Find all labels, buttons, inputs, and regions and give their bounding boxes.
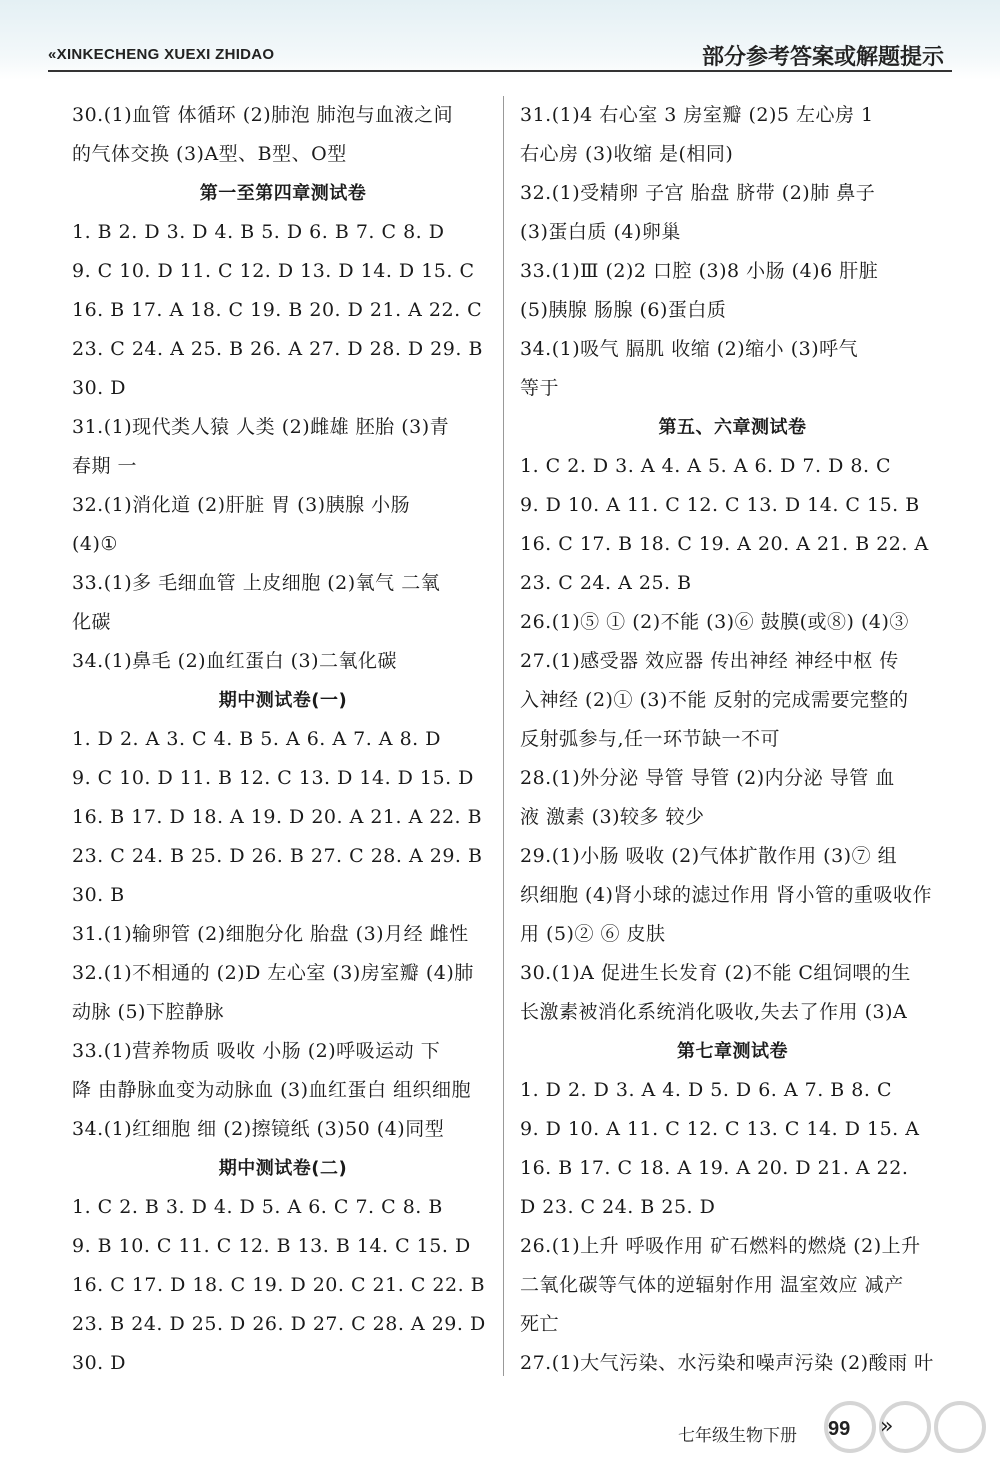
answer-line: 31.(1)现代类人猿 人类 (2)雌雄 胚胎 (3)青 [72,416,450,438]
right-column [520,96,945,1383]
answer-line: 34.(1)红细胞 细 (2)擦镜纸 (3)50 (4)同型 [72,1118,445,1140]
answer-line: 9. C 10. D 11. C 12. D 13. D 14. D 15. C [72,260,475,282]
answer-line: 9. C 10. D 11. B 12. C 13. D 14. D 15. D [72,767,474,789]
answer-line: 30. D [72,377,126,399]
page-number: 99 [828,1418,851,1440]
answer-line: 23. B 24. D 25. D 26. D 27. C 28. A 29. D [72,1313,486,1335]
next-arrow-icon: » [880,1414,894,1439]
answer-line: 30. B [72,884,125,906]
left-column [72,96,494,1383]
answer-line: 9. D 10. A 11. C 12. C 13. C 14. D 15. A [520,1118,920,1140]
answer-line: 降 由静脉血变为动脉血 (3)血红蛋白 组织细胞 [72,1079,472,1101]
answer-line: 9. B 10. C 11. C 12. B 13. B 14. C 15. D [72,1235,471,1257]
answer-line: 反射弧参与,任一环节缺一不可 [520,728,781,750]
answer-line: 16. B 17. A 18. C 19. B 20. D 21. A 22. C [72,299,483,321]
answer-line: 右心房 (3)收缩 是(相同) [520,143,734,165]
answer-line: 入神经 (2)① (3)不能 反射的完成需要完整的 [520,689,909,711]
answer-line: 9. D 10. A 11. C 12. C 13. D 14. C 15. B [520,494,920,516]
header-rule [48,70,952,72]
answer-line: 31.(1)4 右心室 3 房室瓣 (2)5 左心房 1 [520,104,874,126]
section-heading: 第七章测试卷 [677,1041,788,1062]
answer-line: 23. C 24. A 25. B 26. A 27. D 28. D 29. B [72,338,483,360]
answer-line: 液 激素 (3)较多 较少 [520,806,705,828]
answer-line: 的气体交换 (3)A型、B型、O型 [72,143,347,165]
answer-line: 27.(1)大气污染、水污染和噪声污染 (2)酸雨 叶 [520,1352,934,1374]
answer-line: 30.(1)血管 体循环 (2)肺泡 肺泡与血液之间 [72,104,454,126]
answer-line: 16. C 17. D 18. C 19. D 20. C 21. C 22. B [72,1274,486,1296]
answer-line: 等于 [520,377,560,399]
answer-line: 1. C 2. D 3. A 4. A 5. A 6. D 7. D 8. C [520,455,892,477]
answer-line: (3)蛋白质 (4)卵巢 [520,221,681,243]
answer-line: 26.(1)⑤ ① (2)不能 (3)⑥ 鼓膜(或⑧) (4)③ [520,611,909,633]
answer-line: 33.(1)多 毛细血管 上皮细胞 (2)氧气 二氧 [72,572,441,594]
answer-line: (5)胰腺 肠腺 (6)蛋白质 [520,299,727,321]
answer-line: 1. D 2. D 3. A 4. D 5. D 6. A 7. B 8. C [520,1079,892,1101]
answer-line: 1. C 2. B 3. D 4. D 5. A 6. C 7. C 8. B [72,1196,443,1218]
answer-line: 用 (5)② ⑥ 皮肤 [520,923,666,945]
answer-line: 29.(1)小肠 吸收 (2)气体扩散作用 (3)⑦ 组 [520,845,898,867]
answer-line: 34.(1)吸气 膈肌 收缩 (2)缩小 (3)呼气 [520,338,859,360]
answer-line: (4)① [72,533,118,555]
answer-line: 23. C 24. B 25. D 26. B 27. C 28. A 29. B [72,845,483,867]
answer-line: 32.(1)消化道 (2)肝脏 胃 (3)胰腺 小肠 [72,494,411,516]
footer-book-title: 七年级生物下册 [678,1426,797,1446]
section-heading: 期中测试卷(二) [218,1158,348,1179]
answer-line: 26.(1)上升 呼吸作用 矿石燃料的燃烧 (2)上升 [520,1235,921,1257]
column-divider [503,96,504,1376]
answer-line: 32.(1)不相通的 (2)D 左心室 (3)房室瓣 (4)肺 [72,962,474,984]
answer-line: 1. B 2. D 3. D 4. B 5. D 6. B 7. C 8. D [72,221,445,243]
answer-line: 30.(1)A 促进生长发育 (2)不能 C组饲喂的生 [520,962,911,984]
answer-line: 28.(1)外分泌 导管 导管 (2)内分泌 导管 血 [520,767,895,789]
answer-line: 23. C 24. A 25. B [520,572,692,594]
answer-line: 33.(1)Ⅲ (2)2 口腔 (3)8 小肠 (4)6 肝脏 [520,260,879,282]
section-heading: 第一至第四章测试卷 [199,183,367,204]
answer-line: 30. D [72,1352,126,1374]
answer-line: 死亡 [520,1313,560,1335]
answer-line: 春期 一 [72,455,138,477]
answer-line: 31.(1)输卵管 (2)细胞分化 胎盘 (3)月经 雌性 [72,923,469,945]
answer-line: 33.(1)营养物质 吸收 小肠 (2)呼吸运动 下 [72,1040,441,1062]
answer-line: D 23. C 24. B 25. D [520,1196,716,1218]
answer-line: 化碳 [72,611,112,633]
answer-line: 长激素被消化系统消化吸收,失去了作用 (3)A [520,1001,908,1023]
series-title: «XINKECHENG XUEXI ZHIDAO [48,46,275,63]
answer-line: 34.(1)鼻毛 (2)血红蛋白 (3)二氧化碳 [72,650,398,672]
answer-line: 32.(1)受精卵 子宫 胎盘 脐带 (2)肺 鼻子 [520,182,876,204]
section-heading: 第五、六章测试卷 [658,417,807,438]
answer-line: 16. C 17. B 18. C 19. A 20. A 21. B 22. A [520,533,929,555]
answer-line: 27.(1)感受器 效应器 传出神经 神经中枢 传 [520,650,899,672]
answer-line: 1. D 2. A 3. C 4. B 5. A 6. A 7. A 8. D [72,728,441,750]
section-title: 部分参考答案或解题提示 [701,45,944,70]
section-heading: 期中测试卷(一) [218,690,348,711]
answer-line: 织细胞 (4)肾小球的滤过作用 肾小管的重吸收作 [520,884,932,906]
answer-line: 16. B 17. D 18. A 19. D 20. A 21. A 22. B [72,806,483,828]
answer-line: 16. B 17. C 18. A 19. A 20. D 21. A 22. [520,1157,909,1179]
answer-line: 二氧化碳等气体的逆辐射作用 温室效应 减产 [520,1274,904,1296]
answer-line: 动脉 (5)下腔静脉 [72,1001,224,1023]
